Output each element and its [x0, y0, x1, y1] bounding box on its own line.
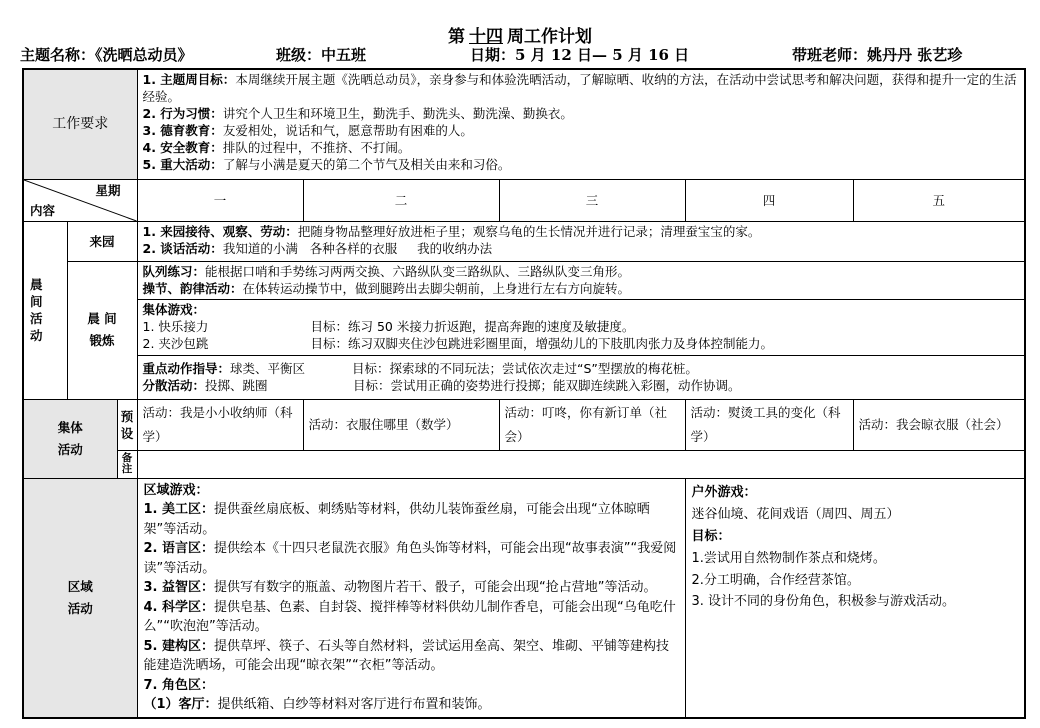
preset-label: 预设: [117, 399, 137, 450]
day-fri: 五: [853, 179, 1025, 221]
activity-mon: 活动：我是小小收纳师（科学）: [137, 399, 303, 450]
title-suffix: 周工作计划: [507, 27, 592, 47]
area-label: 区域活动: [23, 478, 137, 718]
weekly-plan-table: [22, 68, 1026, 719]
title-prefix: 第: [448, 27, 465, 47]
group-games-content: 集体游戏： 1. 快乐接力 目标：练习 50 米接力折返跑，提高奔跑的速度及敏捷度。 2. 夹沙包跳 目标：练习双脚夹住沙包跳进彩圈里面，增强幼儿的下肢肌肉张力及身体控制能力。: [137, 299, 1025, 355]
arrival-content: 1. 来园接待、观察、劳动：把随身物品整理好放进柜子里；观察乌龟的生长情况并进行记录；清理蚕宝宝的家。 2. 谈话活动：我知道的小满 各种各样的衣服 我的收纳办法: [137, 221, 1025, 261]
requirements-label: 工作要求: [23, 69, 137, 179]
corner-weekday-label: 星期: [95, 182, 121, 198]
week-number: 十四: [469, 27, 503, 47]
class-name: 班级：中五班: [276, 46, 367, 64]
outdoor-content: 户外游戏： 迷谷仙境、花间戏语（周四、周五） 目标： 1.尝试用自然物制作茶点和烧烤。 2.分工明确，合作经营茶馆。 3. 设计不同的身份角色，积极参与游戏活动。: [685, 478, 1025, 718]
theme-name: 主题名称：《洗晒总动员》: [20, 46, 193, 64]
req-item-3: 3. 德育教育：友爱相处，说话和气，愿意帮助有困难的人。: [142, 123, 473, 138]
note-row: [23, 450, 1025, 478]
meta-row: [20, 44, 1030, 64]
group-activity-row: [23, 399, 1025, 450]
queue-content: 队列练习：能根据口哨和手势练习两两交换、六路纵队变三路纵队、三路纵队变三角形。 操节、韵律活动：在体转运动操节中，做到腿跨出去脚尖朝前，上身进行左右方向旋转。: [137, 261, 1025, 299]
arrival-label: 来园: [67, 221, 137, 261]
guide-content: 重点动作指导：球类、平衡区 目标：探索球的不同玩法；尝试依次走过“S”型摆放的梅花桩。 分散活动：投掷、跳圈 目标：尝试用正确的姿势进行投掷；能双脚连续跳入彩圈，动作协调。: [137, 355, 1025, 399]
requirements-content: [137, 69, 1025, 179]
day-mon: 一: [137, 179, 303, 221]
arrival-row: [23, 221, 1025, 261]
morning-label: 晨间活动: [23, 221, 67, 399]
corner-content-label: 内容: [30, 202, 56, 218]
exercise-label: 晨 间 锻炼: [67, 261, 137, 399]
activity-tue: 活动：衣服住哪里（数学）: [303, 399, 499, 450]
req-item-1: 1. 主题周目标：本周继续开展主题《洗晒总动员》，亲身参与和体验洗晒活动，了解晾晒、收纳的方法，在活动中尝试思考和解决问题，获得和提升一定的生活经验。: [142, 72, 1017, 104]
date-range: 日期：5 月 12 日— 5 月 16 日: [470, 46, 690, 64]
req-item-4: 4. 安全教育：排队的过程中，不推挤、不打闹。: [142, 140, 411, 155]
group-games-row: [23, 299, 1025, 355]
req-item-2: 2. 行为习惯：讲究个人卫生和环境卫生，勤洗手、勤洗头、勤洗澡、勤换衣。: [142, 106, 573, 121]
day-thu: 四: [685, 179, 853, 221]
note-content: [137, 450, 1025, 478]
day-wed: 三: [499, 179, 685, 221]
activity-fri: 活动：我会晾衣服（社会）: [853, 399, 1025, 450]
activity-thu: 活动：熨烫工具的变化（科学）: [685, 399, 853, 450]
req-item-5: 5. 重大活动：了解与小满是夏天的第二个节气及相关由来和习俗。: [142, 157, 511, 172]
corner-cell: [23, 179, 137, 221]
weekday-header-row: [23, 179, 1025, 221]
group-activity-label: 集体活动: [23, 399, 117, 478]
day-tue: 二: [303, 179, 499, 221]
activity-wed: 活动：叮咚，你有新订单（社会）: [499, 399, 685, 450]
area-row: [23, 478, 1025, 718]
requirements-row: [23, 69, 1025, 179]
area-games-content: 区域游戏： 1. 美工区：提供蚕丝扇底板、刺绣贴等材料，供幼儿装饰蚕丝扇，可能会出现“立体晾晒架”等活动。 2. 语言区：提供绘本《十四只老鼠洗衣服》角色头饰等材料，可能会出现“故事表演”“我爱阅读”等活动。 3. 益智区：提供写有数字的瓶盖、动物图片若干、骰子，可能会出现“抢占营地”等活动。 4. 科学区：提供皂基、色素、自封袋、搅拌棒等材料供幼儿制作香皂，可能会出现“乌龟吃什么”“吹泡泡”等活动。 5. 建构区：提供草坪、筷子、石头等自然材料，尝试运用垒高、架空、堆砌、平铺等建构技能建造洗晒场，可能会出现“晾衣架”“衣柜”等活动。 7. 角色区： （1）客厅：提供纸箱、白纱等材料对客厅进行布置和装饰。: [137, 478, 685, 718]
queue-row: [23, 261, 1025, 299]
note-label: 备注: [117, 450, 137, 478]
guide-row: [23, 355, 1025, 399]
teachers: 带班老师：姚丹丹 张艺珍: [792, 46, 963, 64]
